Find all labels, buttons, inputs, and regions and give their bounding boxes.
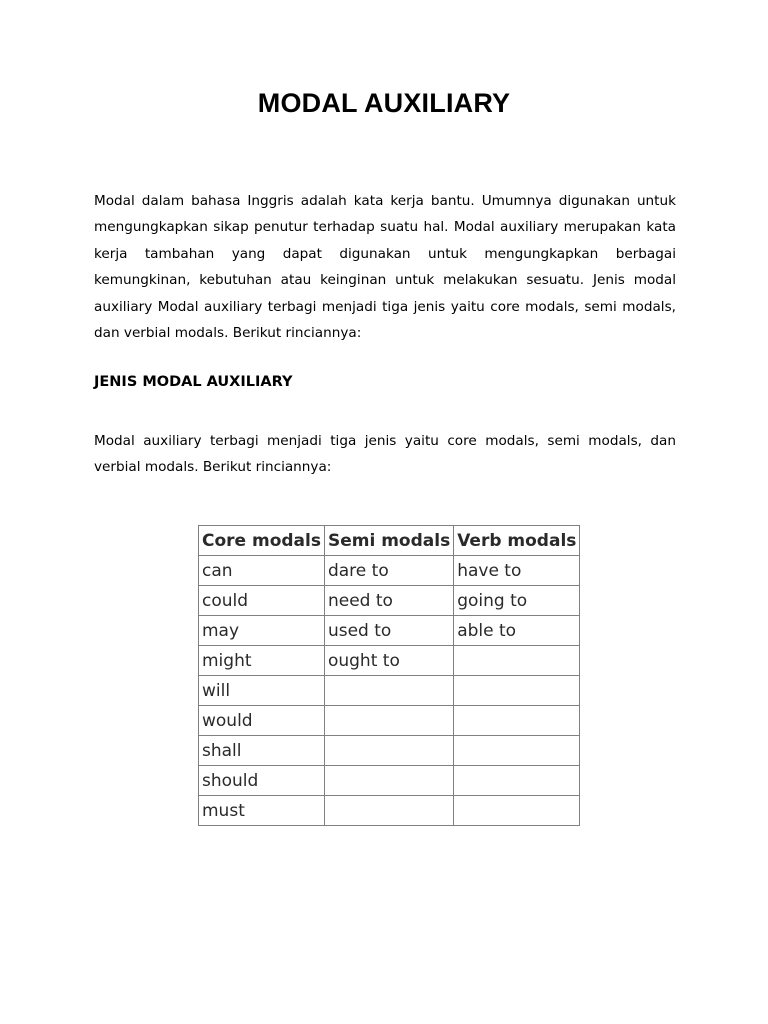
table-cell: have to bbox=[454, 556, 580, 586]
table-header-cell: Core modals bbox=[199, 526, 325, 556]
table-cell: will bbox=[199, 676, 325, 706]
table-cell: might bbox=[199, 646, 325, 676]
table-cell bbox=[454, 796, 580, 826]
modal-table-container bbox=[198, 525, 580, 826]
table-cell bbox=[454, 736, 580, 766]
table-cell bbox=[324, 706, 453, 736]
table-cell: need to bbox=[324, 586, 453, 616]
table-cell: would bbox=[199, 706, 325, 736]
table-cell bbox=[324, 736, 453, 766]
table-cell: going to bbox=[454, 586, 580, 616]
table-cell: shall bbox=[199, 736, 325, 766]
table-cell: could bbox=[199, 586, 325, 616]
table-cell bbox=[454, 706, 580, 736]
table-header-cell: Semi modals bbox=[324, 526, 453, 556]
table-header-cell: Verb modals bbox=[454, 526, 580, 556]
table-cell bbox=[454, 766, 580, 796]
table-row bbox=[199, 796, 580, 826]
table-row bbox=[199, 616, 580, 646]
section-paragraph: Modal auxiliary terbagi menjadi tiga jenis yaitu core modals, semi modals, dan verbial modals. Berikut rinciannya: bbox=[94, 433, 676, 476]
table-header-row bbox=[199, 526, 580, 556]
table-cell: must bbox=[199, 796, 325, 826]
intro-paragraph: Modal dalam bahasa Inggris adalah kata kerja bantu. Umumnya digunakan untuk mengungkapkan sikap penutur terhadap suatu hal. Modal auxiliary merupakan kata kerja tambahan yang dapat digunakan untuk mengungkapkan berbagai kemungkinan, kebutuhan atau keinginan untuk melakukan sesuatu. Jenis modal auxiliary Modal auxiliary terbagi menjadi tiga jenis yaitu core modals, semi modals, dan verbial modals. Berikut rinciannya: bbox=[94, 193, 676, 342]
table-cell bbox=[324, 796, 453, 826]
table-row bbox=[199, 766, 580, 796]
table-row bbox=[199, 706, 580, 736]
table-row bbox=[199, 676, 580, 706]
table-cell bbox=[324, 676, 453, 706]
table-cell: should bbox=[199, 766, 325, 796]
table-cell bbox=[324, 766, 453, 796]
table-row bbox=[199, 736, 580, 766]
table-cell: dare to bbox=[324, 556, 453, 586]
section-heading: JENIS MODAL AUXILIARY bbox=[94, 374, 293, 390]
table-cell: ought to bbox=[324, 646, 453, 676]
table-row bbox=[199, 586, 580, 616]
table-cell bbox=[454, 646, 580, 676]
table-row bbox=[199, 556, 580, 586]
table-cell: may bbox=[199, 616, 325, 646]
table-cell bbox=[454, 676, 580, 706]
table-cell: able to bbox=[454, 616, 580, 646]
table-cell: can bbox=[199, 556, 325, 586]
modal-types-table bbox=[198, 525, 580, 826]
document-title: MODAL AUXILIARY bbox=[257, 88, 511, 118]
table-row bbox=[199, 646, 580, 676]
table-cell: used to bbox=[324, 616, 453, 646]
